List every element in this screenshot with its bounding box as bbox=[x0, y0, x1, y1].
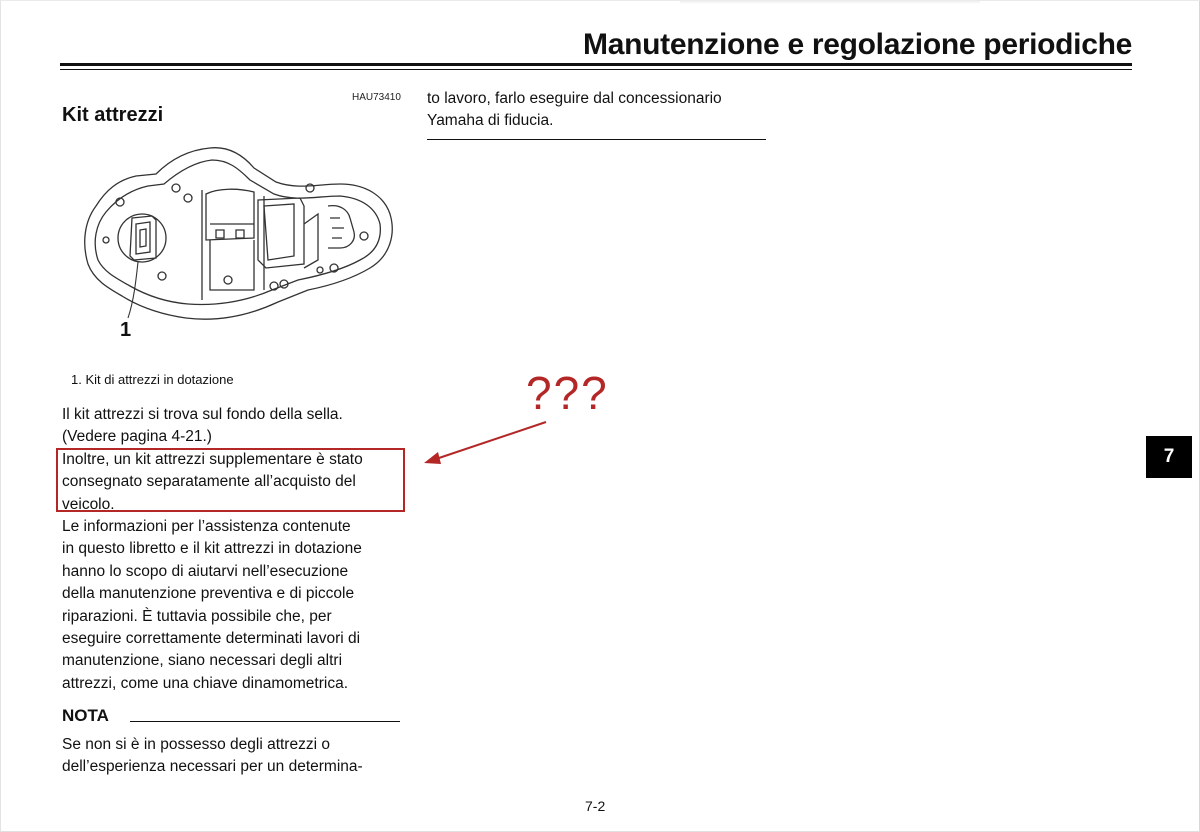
header-rule-thin bbox=[60, 69, 1132, 70]
text-line: della manutenzione preventiva e di piccole bbox=[62, 585, 355, 603]
paragraph-service-info bbox=[62, 516, 403, 695]
annotation-question-marks: ??? bbox=[526, 367, 609, 419]
text-line: attrezzi, come una chiave dinamometrica. bbox=[62, 674, 349, 692]
text-line: consegnato separatamente all’acquisto del bbox=[62, 473, 356, 491]
paragraph-location bbox=[62, 404, 403, 449]
annotation-arrow bbox=[416, 414, 556, 474]
callout-number: 1 bbox=[120, 319, 132, 341]
text-line: veicolo. bbox=[62, 495, 115, 513]
text-line: Se non si è in possesso degli attrezzi o bbox=[62, 736, 330, 753]
highlight-box bbox=[56, 448, 405, 512]
text-line: manutenzione, siano necessari degli altri bbox=[62, 652, 343, 670]
figure-caption: 1. Kit di attrezzi in dotazione bbox=[71, 372, 234, 387]
top-shadow bbox=[680, 0, 980, 4]
section-code: HAU73410 bbox=[352, 92, 401, 103]
text-line: riparazioni. È tuttavia possibile che, per bbox=[62, 607, 332, 625]
column-2-text bbox=[427, 88, 772, 133]
text-line: in questo libretto e il kit attrezzi in dotazione bbox=[62, 540, 362, 558]
section-title: Kit attrezzi bbox=[62, 104, 164, 126]
text-line: to lavoro, farlo eseguire dal concessionario bbox=[427, 90, 722, 107]
text-line: Le informazioni per l’assistenza contenute bbox=[62, 518, 351, 535]
header-rule-thick bbox=[60, 63, 1132, 66]
text-line: Il kit attrezzi si trova sul fondo della sella. bbox=[62, 406, 343, 423]
text-line: Inoltre, un kit attrezzi supplementare è stato bbox=[62, 451, 363, 468]
page-header-title: Manutenzione e regolazione periodiche bbox=[583, 28, 1132, 61]
text-line: Yamaha di fiducia. bbox=[427, 112, 554, 130]
page-number: 7-2 bbox=[585, 798, 606, 814]
seat-toolkit-illustration bbox=[78, 140, 398, 350]
chapter-tab: 7 bbox=[1146, 436, 1192, 478]
nota-rule bbox=[130, 721, 400, 722]
text-line: hanno lo scopo di aiutarvi nell’esecuzione bbox=[62, 562, 349, 580]
text-line: eseguire correttamente determinati lavori di bbox=[62, 630, 361, 648]
text-line: dell’esperienza necessari per un determina- bbox=[62, 758, 363, 776]
nota-heading: NOTA bbox=[62, 706, 109, 725]
paragraph-nota bbox=[62, 734, 403, 779]
column-2-rule bbox=[427, 139, 766, 140]
text-line: (Vedere pagina 4-21.) bbox=[62, 428, 212, 446]
